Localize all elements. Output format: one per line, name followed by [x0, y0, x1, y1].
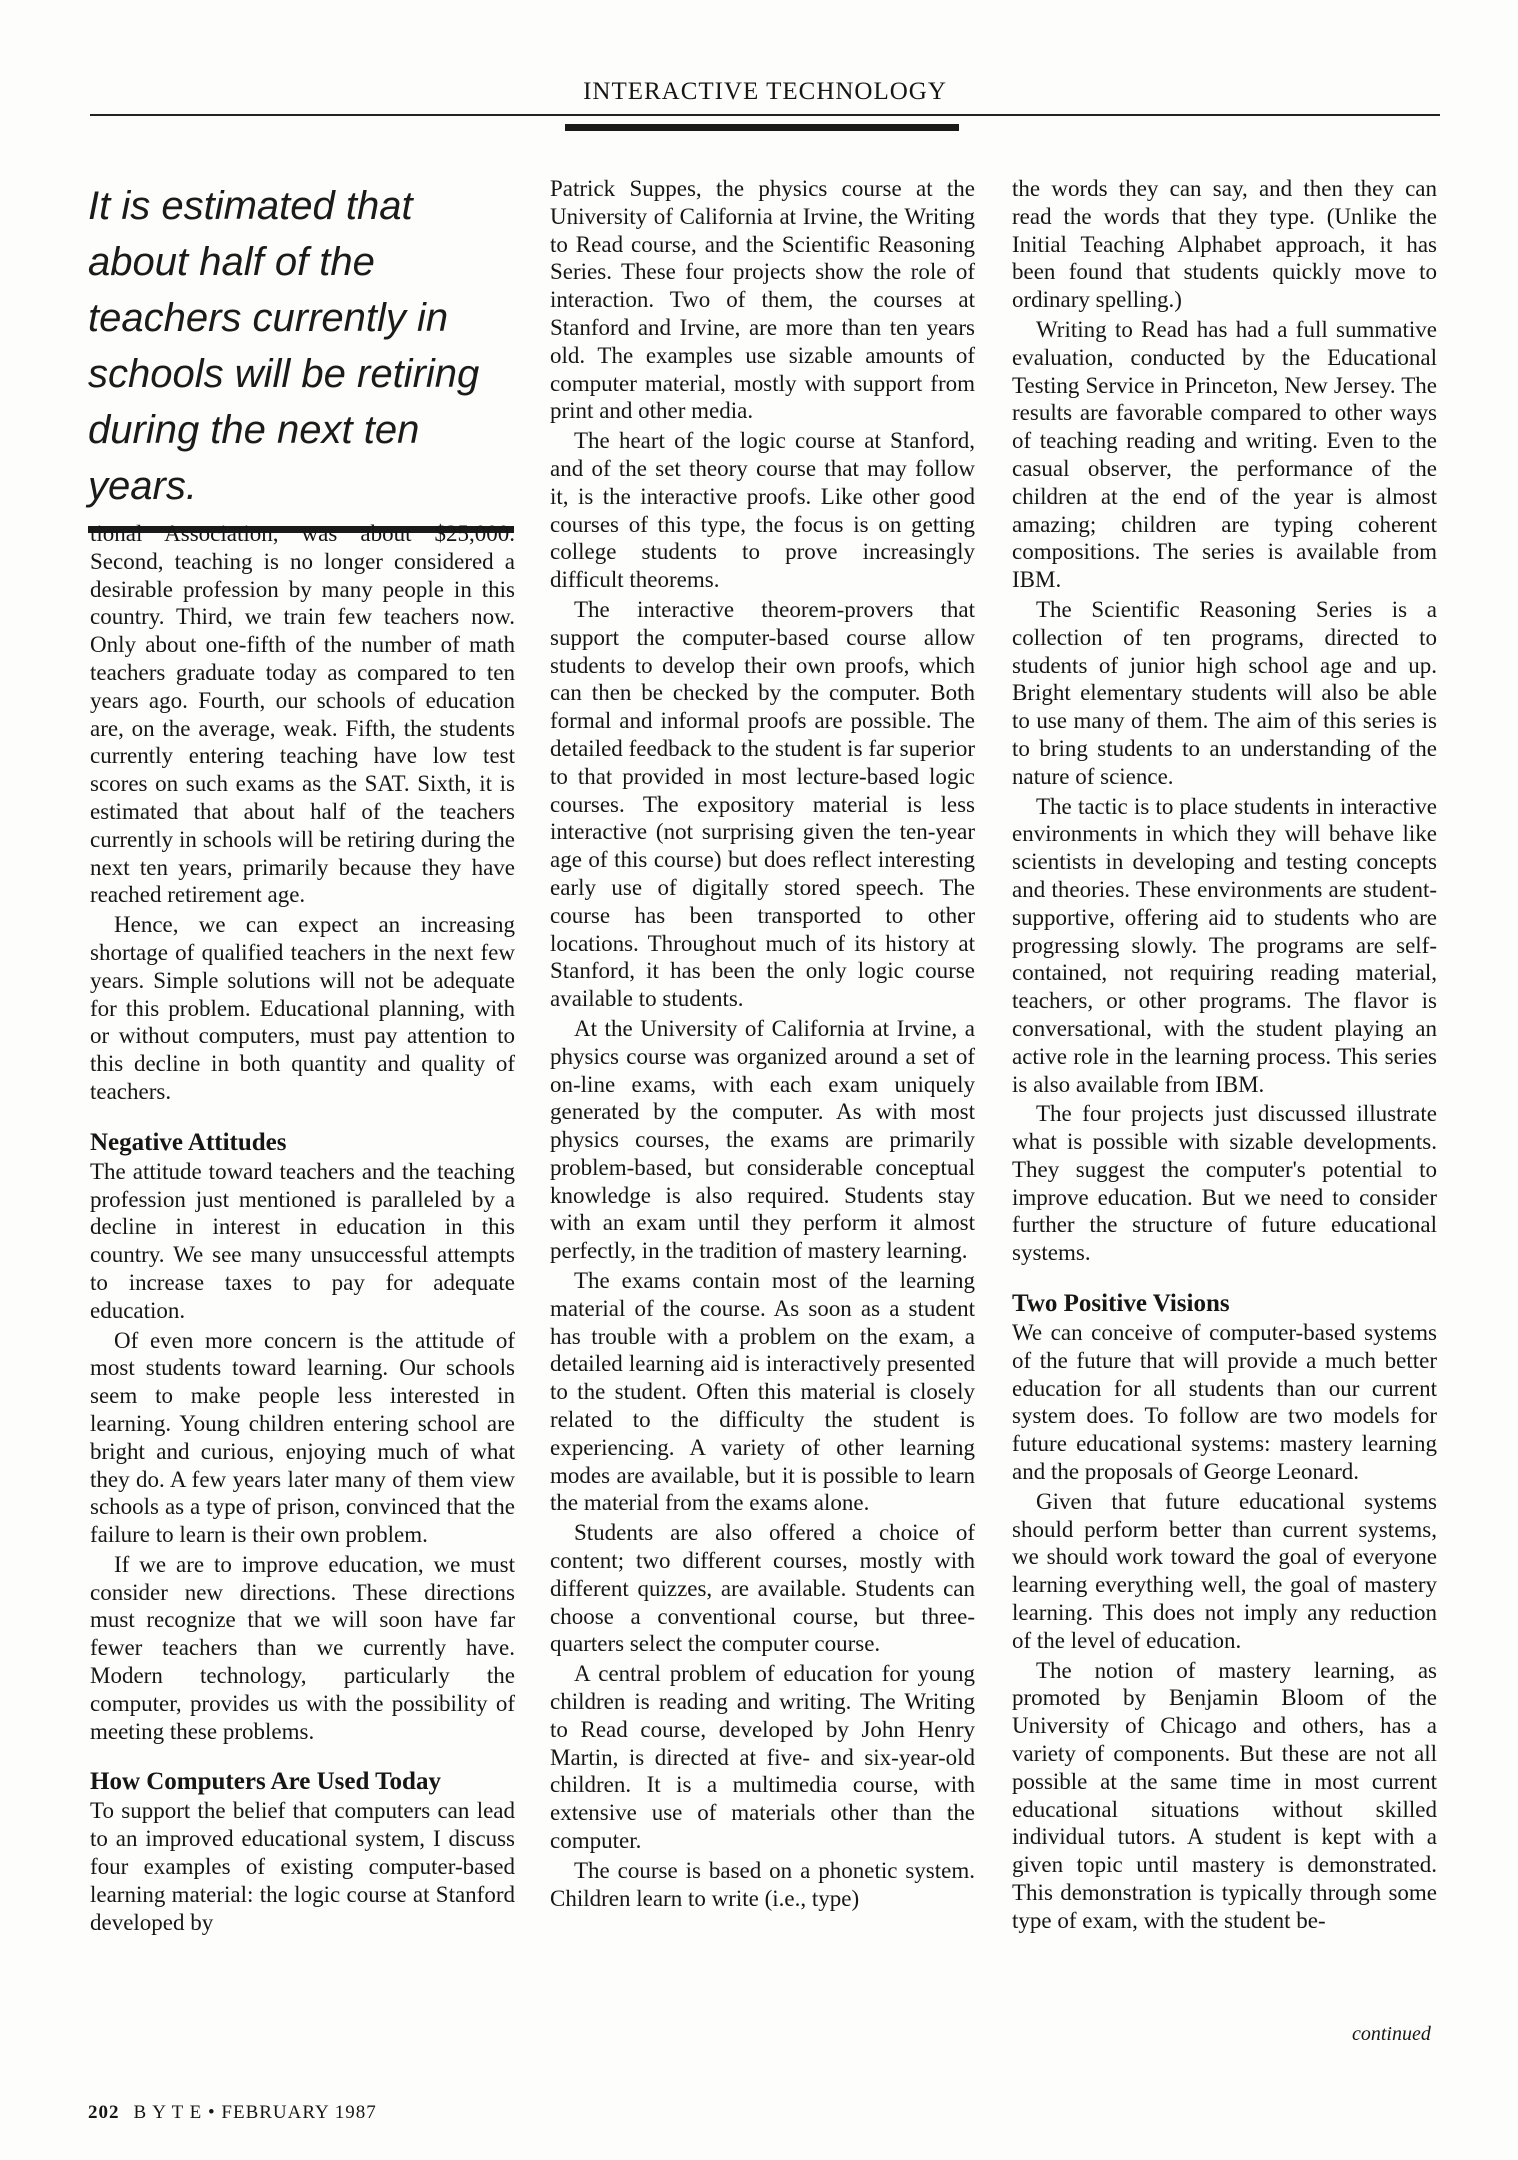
- paragraph: We can conceive of computer-based systems of the future that will provide a much better education for all students than our current system does. To follow are two models for future educational systems: mastery learning and the proposals of George Leonard.: [1012, 1320, 1437, 1485]
- paragraph: Hence, we can expect an increasing shortage of qualified teachers in the next few years. Simple solutions will not be adequate for this problem. Educational planning, with or without computers, must pay attention to this decline in both quantity and quality of teachers.: [90, 912, 515, 1104]
- section-heading: How Computers Are Used Today: [90, 1768, 441, 1796]
- paragraph: The interactive theorem-provers that support the computer-based course allow students to develop their own proofs, which can then be checked by the computer. Both formal and informal proofs are possible. The detailed feedback to the student is far superior to that provided in most lecture-based logic courses. The expository material is less interactive (not surprising given the ten-year age of this course) but does reflect interesting early use of digitally stored speech. The course has been transported to other locations. Throughout much of its history at Stanford, it has been the only logic course available to students.: [550, 596, 975, 1012]
- paragraph: the words they can say, and then they can read the words that they type. (Unlike the Initial Teaching Alphabet approach, it has been found that students quickly move to ordinary spelling.): [1012, 176, 1437, 313]
- section-heading: Negative Attitudes: [90, 1128, 287, 1156]
- column-3: [1012, 175, 1437, 1937]
- paragraph: The four projects just discussed illustrate what is possible with sizable developments. They suggest the computer's potential to improve education. But we need to consider further the structure of future educational systems.: [1012, 1101, 1437, 1266]
- paragraph: The tactic is to place students in interactive environments in which they will behave like scientists in developing and testing concepts and theories. These environments are student-supportive, offering aid to students who are progressing slowly. The programs are self-contained, not requiring reading material, teachers, or other programs. The flavor is conversational, with the student playing an active role in the learning process. This series is also available from IBM.: [1012, 793, 1437, 1097]
- pull-quote: It is estimated that about half of the teachers currently in schools will be retiring during the next ten years.: [88, 184, 480, 508]
- paragraph: Writing to Read has had a full summative evaluation, conducted by the Educational Testing Service in Princeton, New Jersey. The results are favorable compared to other ways of teaching reading and writing. Even to the casual observer, the performance of the children at the end of the year is almost amazing; children are typing coherent compositions. The series is available from IBM.: [1012, 316, 1437, 593]
- paragraph: Students are also offered a choice of content; two different courses, mostly with different quizzes, are available. Students can choose a conventional course, but three-quarters select the computer course.: [550, 1520, 975, 1657]
- page-footer: [88, 2102, 377, 2124]
- paragraph: The course is based on a phonetic system. Children learn to write (i.e., type): [550, 1857, 975, 1911]
- paragraph: tional Association, was about $25,000. Second, teaching is no longer considered a desirable profession by many people in this country. Third, we train few teachers now. Only about one-fifth of the number of math teachers graduate today as compared to ten years ago. Fourth, our schools of education are, on the average, weak. Fifth, the students currently entering teaching have low test scores on such exams as the SAT. Sixth, it is estimated that about half of the teachers currently in schools will be retiring during the next ten years, primarily because they have reached retirement age.: [90, 521, 515, 908]
- continued-note: continued: [1352, 2023, 1431, 2045]
- paragraph: At the University of California at Irvine, a physics course was organized around a set of on-line exams, with each exam uniquely generated by the computer. As with most physics courses, the exams are primarily problem-based, but considerable conceptual knowledge is also required. Students stay with an exam until they perform it almost perfectly, in the tradition of mastery learning.: [550, 1015, 975, 1264]
- paragraph: The attitude toward teachers and the teaching profession just mentioned is paralleled by a decline in interest in education in this country. We see many unsuccessful attempts to increase taxes to pay for adequate education.: [90, 1158, 515, 1323]
- section-header: INTERACTIVE TECHNOLOGY: [583, 78, 947, 105]
- paragraph: To support the belief that computers can lead to an improved educational system, I discuss four examples of existing computer-based learning material: the logic course at Stanford developed by: [90, 1798, 515, 1935]
- paragraph: The notion of mastery learning, as promoted by Benjamin Bloom of the University of Chicago and others, has a variety of components. But these are not all possible at the same time in most current educational situations without skilled individual tutors. A student is kept with a given topic until mastery is demonstrated. This demonstration is typically through some type of exam, with the student be-: [1012, 1657, 1437, 1933]
- column-2: [550, 175, 975, 1914]
- paragraph: The heart of the logic course at Stanford, and of the set theory course that may follow it, is the interactive proofs. Like other good courses of this type, the focus is on getting college students to prove increasingly difficult theorems.: [550, 428, 975, 593]
- header-bar: [565, 124, 959, 131]
- header-rule: [90, 114, 1440, 116]
- paragraph: Of even more concern is the attitude of most students toward learning. Our schools seem to make people less interested in learning. Young children entering school are bright and curious, enjoying much of what they do. A few years later many of them view schools as a type of prison, convinced that the failure to learn is their own problem.: [90, 1327, 515, 1548]
- paragraph: Patrick Suppes, the physics course at the University of California at Irvine, the Writing to Read course, and the Scientific Reasoning Series. These four projects show the role of interaction. Two of them, the courses at Stanford and Irvine, are more than ten years old. The examples use sizable amounts of computer material, mostly with support from print and other media.: [550, 176, 975, 424]
- column-1: [90, 520, 515, 1938]
- paragraph: Given that future educational systems should perform better than current systems, we should work toward the goal of everyone learning everything well, the goal of mastery learning. This does not imply any reduction of the level of education.: [1012, 1488, 1437, 1653]
- page-number: 202: [88, 2102, 120, 2123]
- paragraph: A central problem of education for young children is reading and writing. The Writing to Read course, developed by John Henry Martin, is directed at five- and six-year-old children. It is a multimedia course, with extensive use of materials other than the computer.: [550, 1661, 975, 1854]
- paragraph: The exams contain most of the learning material of the course. As soon as a student has trouble with a problem on the exam, a detailed learning aid is interactively presented to the student. Often this material is closely related to the difficulty the student is experiencing. A variety of other learning modes are available, but it is possible to learn the material from the exams alone.: [550, 1268, 975, 1516]
- paragraph: The Scientific Reasoning Series is a collection of ten programs, directed to students of junior high school age and up. Bright elementary students will also be able to use many of them. The aim of this series is to bring students to an understanding of the nature of science.: [1012, 596, 1437, 789]
- section-heading: Two Positive Visions: [1012, 1290, 1230, 1318]
- publication-line: B Y T E • FEBRUARY 1987: [133, 2102, 377, 2123]
- paragraph: If we are to improve education, we must consider new directions. These directions must recognize that we will soon have far fewer teachers than we currently have. Modern technology, particularly the computer, provides us with the possibility of meeting these problems.: [90, 1551, 515, 1744]
